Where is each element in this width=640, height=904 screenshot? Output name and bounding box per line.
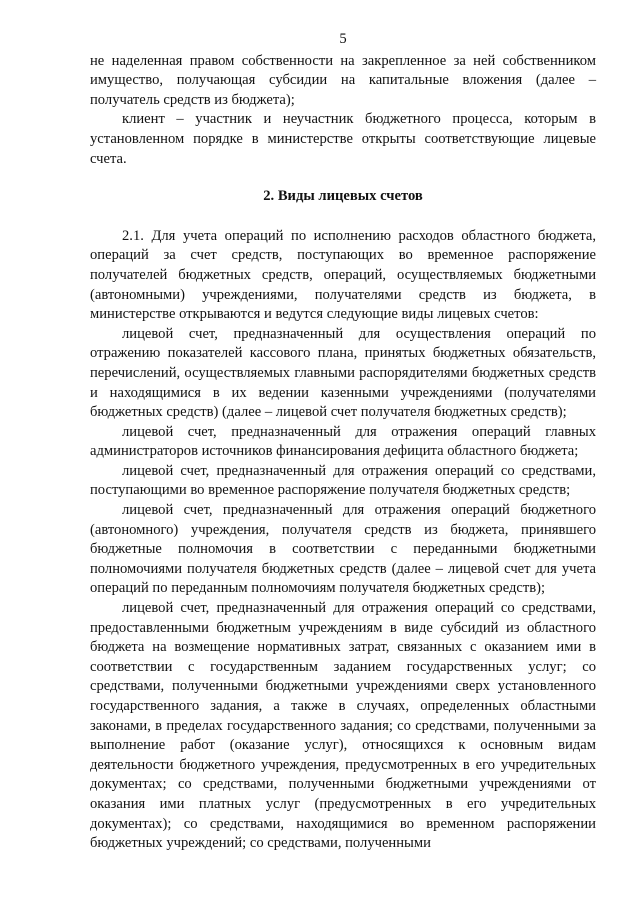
page-number: 5 bbox=[339, 31, 347, 47]
paragraph-account-subsidies: лицевой счет, предназначенный для отражения операций со средствами, предоставленными бюджетным учреждениям в виде субсидий из областного бюджета на возмещение нормативных затрат, связанных с оказанием ими в соответствии с государственным заданием государственных услуг; со средствами, полученными бюджетными учреждениями сверх установленного государственного задания, а также в случаях, определенных областными законами, в пределах государственного задания; со средствами, полученными за выполнение работ (оказание услуг), относящихся к основным видам деятельности бюджетного учреждения, предусмотренных в его учредительных документах; со средствами, полученными бюджетными учреждениями от оказания ими платных услуг (предусмотренных в его учредительных документах); со средствами, находящимися во временном распоряжении бюджетных учреждений; со средствами, полученными bbox=[90, 600, 596, 852]
section-heading: 2. Виды лицевых счетов bbox=[263, 188, 423, 205]
paragraph-account-temporary: лицевой счет, предназначенный для отражения операций со средствами, поступающими во временное распоряжение получателя бюджетных средств; bbox=[90, 462, 596, 499]
paragraph-client-definition: клиент – участник и неучастник бюджетного процесса, которым в установленном порядке в министерстве открыты соответствующие лицевые счета. bbox=[90, 111, 596, 167]
paragraph-account-recipient: лицевой счет, предназначенный для осуществления операций по отражению показателей кассового плана, принятых бюджетных обязательств, перечислений, осуществляемых главными распорядителями бюджетных средств и находящимися в их ведении казенными учреждениями (получателями бюджетных средств) (далее – лицевой счет получателя бюджетных средств); bbox=[90, 325, 596, 421]
paragraph-account-delegated: лицевой счет, предназначенный для отражения операций бюджетного (автономного) учреждения, получателя средств из бюджета, принявшего бюджетные полномочия в соответствии с переданными бюджетными полномочиями получателя бюджетных средств (далее – лицевой счет для учета операций по переданным полномочиям получателя бюджетных средств); bbox=[90, 502, 596, 597]
paragraph-account-administrators: лицевой счет, предназначенный для отражения операций главных администраторов источников финансирования дефицита областного бюджета; bbox=[90, 423, 596, 460]
document-page bbox=[90, 30, 596, 854]
paragraph-continuation: не наделенная правом собственности на закрепленное за ней собственником имущество, получающая субсидии на капитальные вложения (далее – получатель средств из бюджета); bbox=[90, 52, 596, 108]
paragraph-2-1: 2.1. Для учета операций по исполнению расходов областного бюджета, операций за счет средств, поступающих во временное распоряжение получателей бюджетных средств, операций, осуществляемых бюджетными (автономными) учреждениями, получателями средств из бюджета, в министерстве открываются и ведутся следующие виды лицевых счетов: bbox=[90, 227, 596, 323]
